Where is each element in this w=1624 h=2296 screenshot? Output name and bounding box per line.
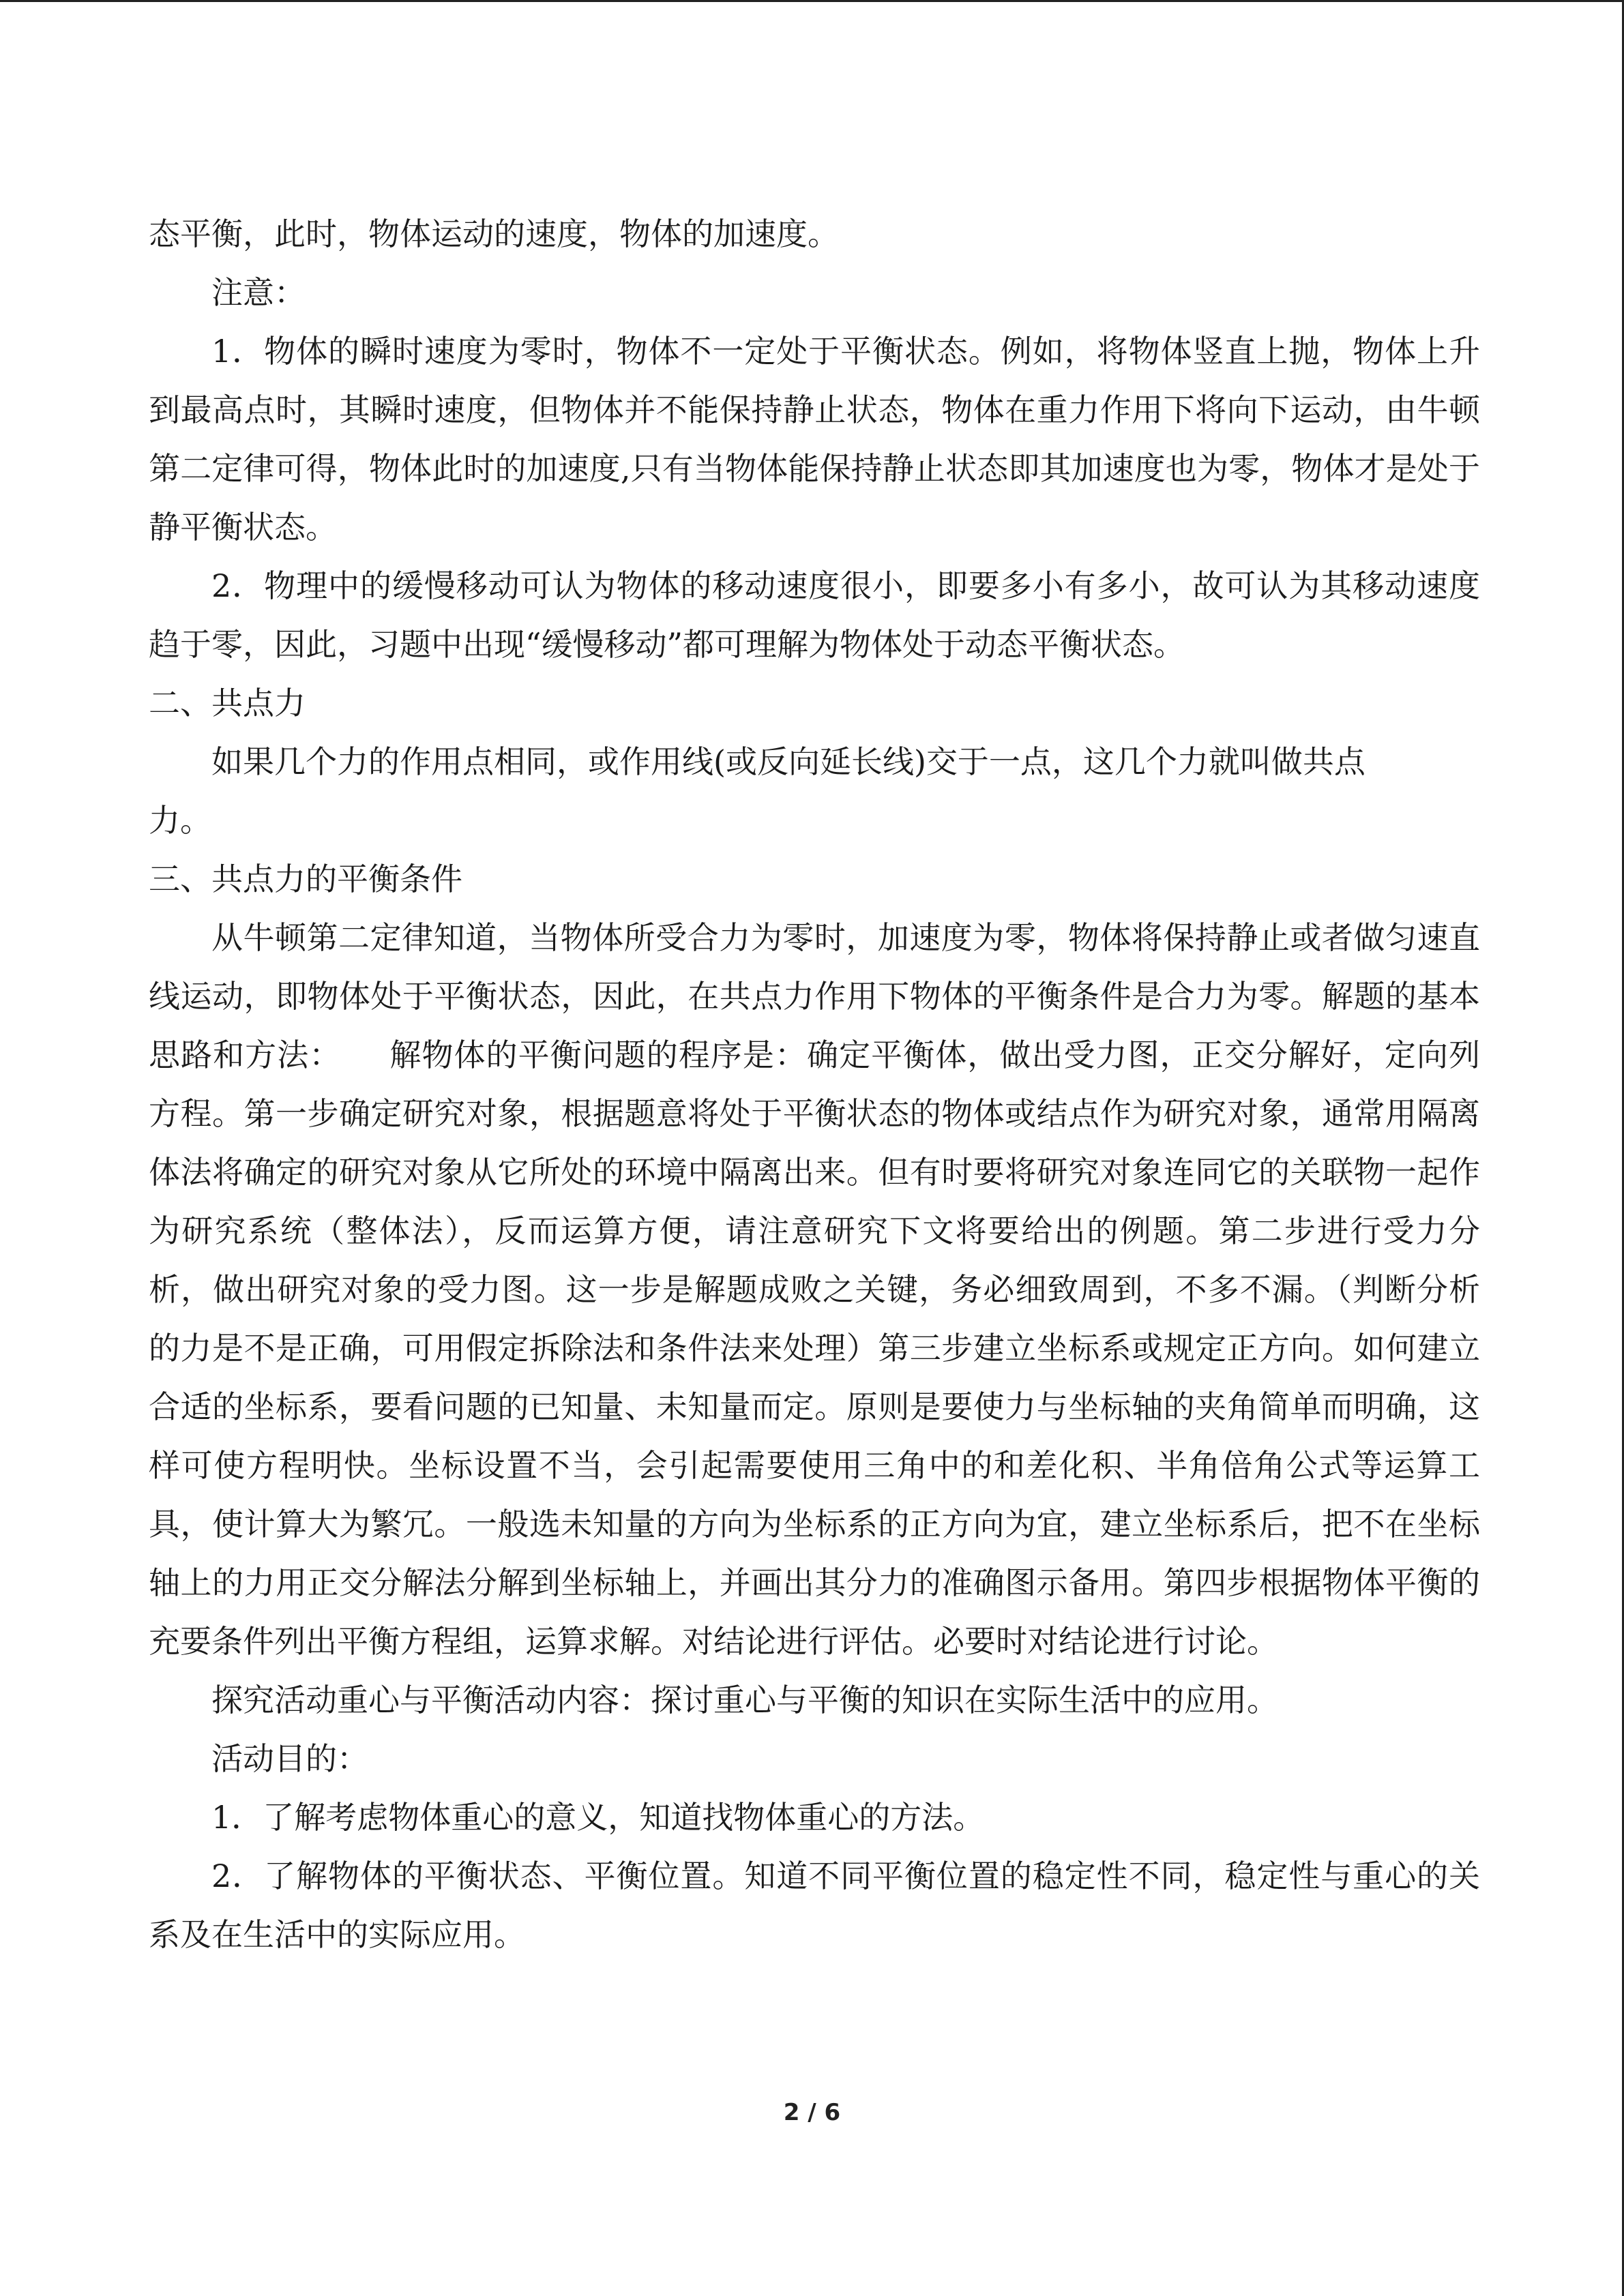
section-heading-equilibrium-condition: 三、共点力的平衡条件 (149, 861, 462, 897)
paragraph-concurrent-forces-definition: 如果几个力的作用点相同，或作用线(或反向延长线)交于一点，这几个力就叫做共点 (211, 743, 1365, 780)
paragraph-concurrent-forces-wrap: 力。 (149, 802, 211, 839)
paragraph-note-1: 1．物体的瞬时速度为零时，物体不一定处于平衡状态。例如，将物体竖直上抛，物体上升到最高点时，其瞬时速度，但物体并不能保持静止状态，物体在重力作用下将向下运动，由牛顿第二定律可得，物体此时的加速度,只有当物体能保持静止状态即其加速度也为零，物体才是处于静平衡状态。 (149, 333, 1480, 546)
document-body (149, 205, 1480, 1964)
page-number: 2 / 6 (783, 2099, 841, 2126)
paragraph-activity-intro: 探究活动重心与平衡活动内容：探讨重心与平衡的知识在实际生活中的应用。 (211, 1682, 1278, 1718)
paragraph-equilibrium-method: 从牛顿第二定律知道，当物体所受合力为零时，加速度为零，物体将保持静止或者做匀速直线运动，即物体处于平衡状态，因此，在共点力作用下物体的平衡条件是合力为零。解题的基本思路和方法： 解物体的平衡问题的程序是：确定平衡体，做出受力图，正交分解好，定向列方程。第一步确定研究对象，根据题意将处于平衡状态的物体或结点作为研究对象，通常用隔离体法将确定的研究对象从它所处的环境中隔离出来。但有时要将研究对象连同它的关联物一起作为研究系统（整体法），反而运算方便，请注意研究下文将要给出的例题。第二步进行受力分析，做出研究对象的受力图。这一步是解题成败之关键，务必细致周到，不多不漏。（判断分析的力是不是正确，可用假定拆除法和条件法来处理）第三步建立坐标系或规定正方向。如何建立合适的坐标系，要看问题的已知量、未知量而定。原则是要使力与坐标轴的夹角简单而明确，这样可使方程明快。坐标设置不当，会引起需要使用三角中的和差化积、半角倍角公式等运算工具，使计算大为繁冗。一般选未知量的方向为坐标系的正方向为宜，建立坐标系后，把不在坐标轴上的力用正交分解法分解到坐标轴上，并画出其分力的准确图示备用。第四步根据物体平衡的充要条件列出平衡方程组，运算求解。对结论进行评估。必要时对结论进行讨论。 (149, 919, 1480, 1660)
paragraph-note-heading: 注意： (211, 274, 306, 311)
paragraph-continuation: 态平衡，此时，物体运动的速度，物体的加速度。 (149, 215, 839, 252)
paragraph-note-2: 2．物理中的缓慢移动可认为物体的移动速度很小，即要多小有多小，故可认为其移动速度趋于零，因此，习题中出现“缓慢移动”都可理解为物体处于动态平衡状态。 (149, 567, 1480, 663)
paragraph-activity-goal-heading: 活动目的： (211, 1740, 368, 1777)
section-heading-concurrent-forces: 二、共点力 (149, 685, 306, 721)
paragraph-activity-goal-1: 1．了解考虑物体重心的意义，知道找物体重心的方法。 (211, 1799, 985, 1836)
paragraph-activity-goal-2: 2．了解物体的平衡状态、平衡位置。知道不同平衡位置的稳定性不同，稳定性与重心的关系及在生活中的实际应用。 (149, 1858, 1480, 1953)
